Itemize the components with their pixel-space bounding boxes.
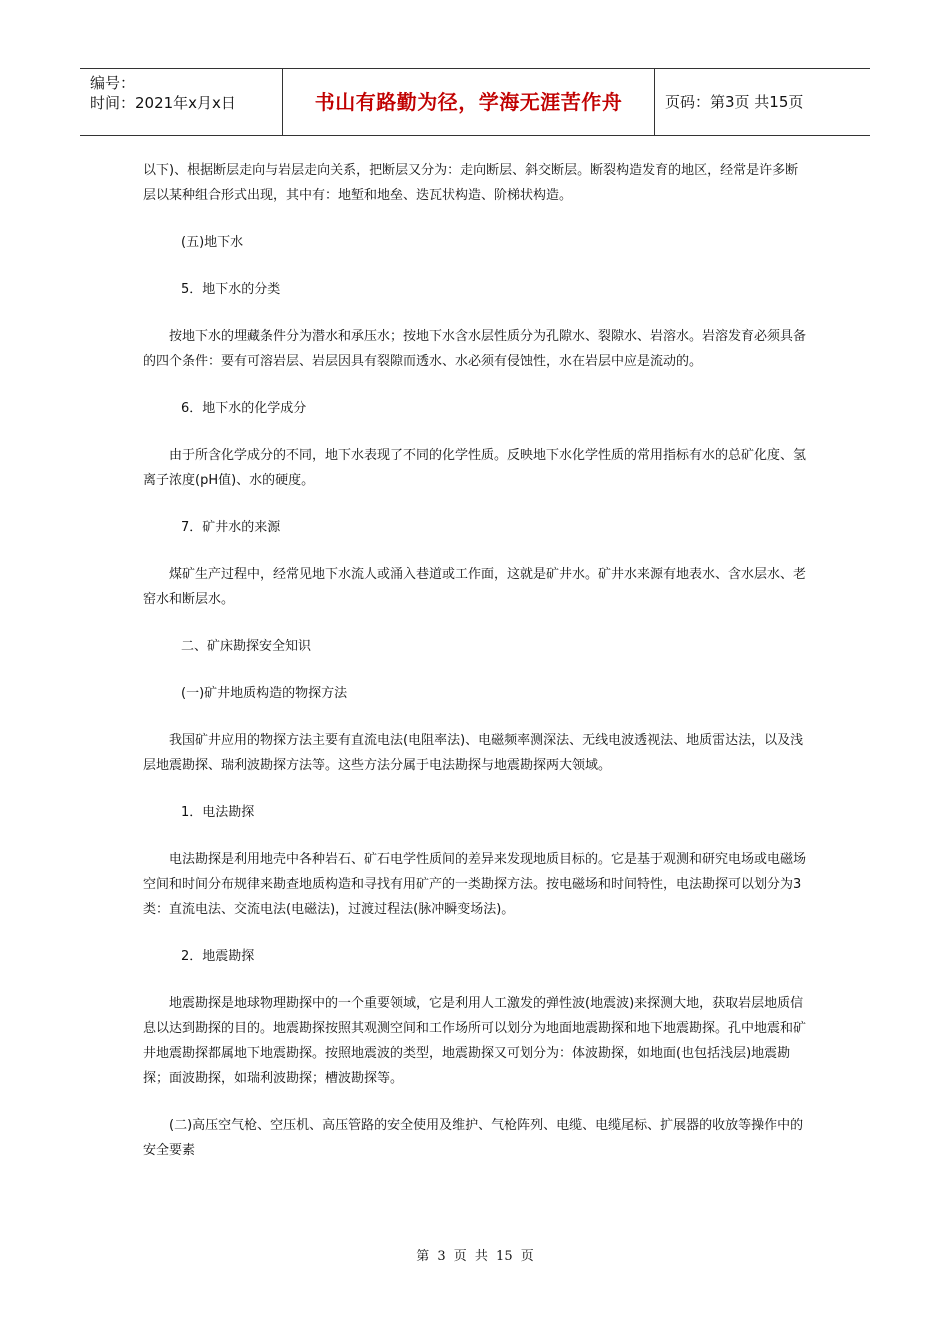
document-body [143, 158, 807, 1163]
header-meta [80, 69, 283, 135]
section-heading-exploration-safety: 二、矿床勘探安全知识 [181, 639, 312, 654]
subheading-groundwater-classification: 5．地下水的分类 [181, 282, 281, 297]
subheading-equipment-safety: (二)高压空气枪、空压机、高压管路的安全使用及维护、气枪阵列、电缆、电缆尾标、扩展器的收放等操作中的安全要素 [143, 1118, 804, 1158]
subheading-seismic-exploration: 2．地震勘探 [181, 949, 255, 964]
paragraph-geophysical-methods: 我国矿井应用的物探方法主要有直流电法(电阻率法)、电磁频率测深法、无线电波透视法、地质雷达法，以及浅层地震勘探、瑞利波勘探方法等。这些方法分属于电法勘探与地震勘探两大领域。 [143, 733, 804, 773]
subheading-groundwater-chemistry: 6．地下水的化学成分 [181, 401, 307, 416]
subheading-mine-water-source: 7．矿井水的来源 [181, 520, 281, 535]
subheading-geophysical-methods: (一)矿井地质构造的物探方法 [181, 686, 348, 701]
paragraph-electrical-exploration: 电法勘探是利用地壳中各种岩石、矿石电学性质间的差异来发现地质目标的。它是基于观测和研究电场或电磁场空间和时间分布规律来勘查地质构造和寻找有用矿产的一类勘探方法。按电磁场和时间特性，电法勘探可以划分为3类：直流电法、交流电法(电磁法)，过渡过程法(脉冲瞬变场法)。 [143, 852, 807, 917]
header-motto: 书山有路勤为径，学海无涯苦作舟 [283, 69, 655, 135]
document-number-label: 编号： [90, 74, 136, 92]
paragraph-groundwater-chemistry: 由于所含化学成分的不同，地下水表现了不同的化学性质。反映地下水化学性质的常用指标有水的总矿化度、氢离子浓度(pH值)、水的硬度。 [143, 448, 807, 488]
paragraph-mine-water-source: 煤矿生产过程中，经常见地下水流人或涌入巷道或工作面，这就是矿井水。矿井水来源有地表水、含水层水、老窑水和断层水。 [143, 567, 807, 607]
subheading-electrical-exploration: 1．电法勘探 [181, 805, 255, 820]
page-header [80, 68, 870, 136]
section-heading-groundwater: (五)地下水 [181, 235, 244, 250]
page-footer-number: 第 3 页 共 15 页 [416, 1249, 534, 1264]
document-date-label: 时间：2021年x月x日 [90, 94, 236, 112]
header-page-info: 页码：第3页 共15页 [665, 93, 804, 111]
paragraph-groundwater-classification: 按地下水的埋藏条件分为潜水和承压水；按地下水含水层性质分为孔隙水、裂隙水、岩溶水。岩溶发育必须具备的四个条件：要有可溶岩层、岩层因具有裂隙而透水、水必须有侵蚀性，水在岩层中应是流动的。 [143, 329, 807, 369]
paragraph-fault-types: 以下)、根据断层走向与岩层走向关系，把断层又分为：走向断层、斜交断层。断裂构造发育的地区，经常是许多断层以某种组合形式出现，其中有：地堑和地垒、迭瓦状构造、阶梯状构造。 [143, 163, 799, 203]
paragraph-seismic-exploration: 地震勘探是地球物理勘探中的一个重要领域，它是利用人工激发的弹性波(地震波)来探测大地，获取岩层地质信息以达到勘探的目的。地震勘探按照其观测空间和工作场所可以划分为地面地震勘探和地下地震勘探。孔中地震和矿井地震勘探都属地下地震勘探。按照地震波的类型，地震勘探又可划分为：体波勘探，如地面(也包括浅层)地震勘探；面波勘探，如瑞利波勘探；槽波勘探等。 [143, 996, 807, 1086]
